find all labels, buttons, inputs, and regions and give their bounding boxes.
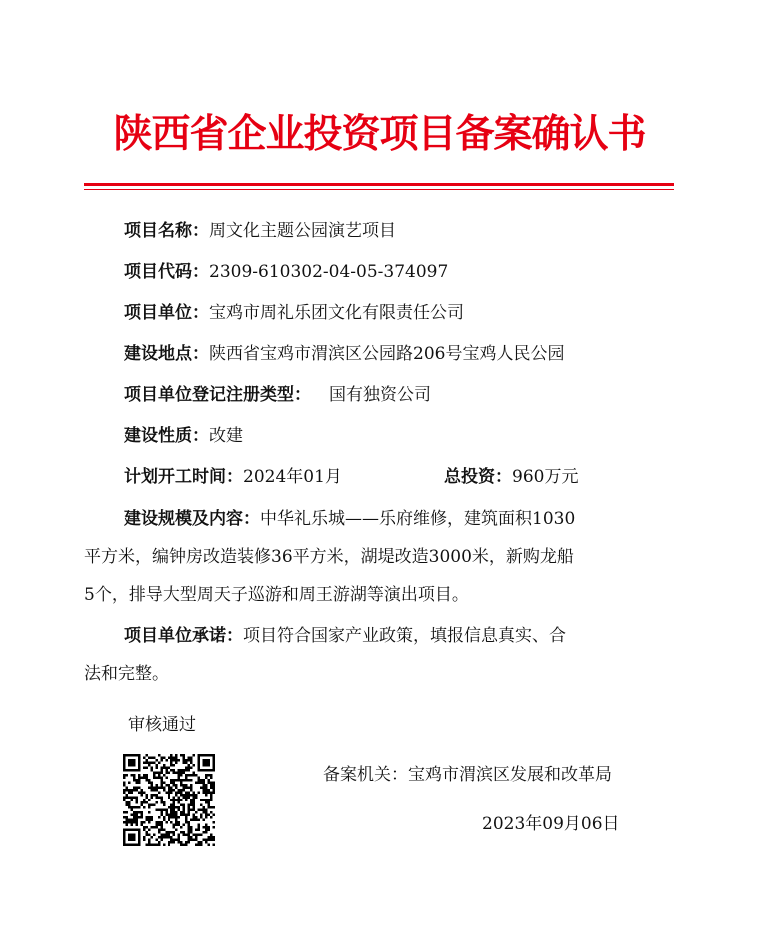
investment-row [444, 465, 578, 489]
review-status: 审核通过 [128, 715, 196, 735]
project-code-row [124, 260, 448, 284]
investment-value: 960万元 [512, 467, 579, 487]
location-row [124, 342, 564, 366]
start-time-label: 计划开工时间： [124, 467, 243, 487]
project-name-value: 周文化主题公园演艺项目 [209, 221, 396, 241]
start-time-row [124, 465, 342, 489]
nature-label: 建设性质： [124, 426, 209, 446]
title-divider-thin [84, 189, 674, 190]
title-divider-thick [84, 183, 674, 186]
promise-line-1: 项目符合国家产业政策，填报信息真实、合 [243, 626, 566, 646]
location-label: 建设地点： [124, 344, 209, 364]
scale-label: 建设规模及内容： [124, 509, 260, 529]
project-name-row [124, 219, 396, 243]
reg-type-row [124, 383, 431, 407]
scale-line-2: 平方米，编钟房改造装修36平方米，湖堤改造3000米，新购龙船 [84, 547, 574, 567]
nature-value: 改建 [209, 426, 243, 446]
start-time-value: 2024年01月 [243, 467, 342, 487]
scale-line-3: 5个，排导大型周天子巡游和周王游湖等演出项目。 [84, 585, 469, 605]
project-unit-row [124, 301, 464, 325]
scale-paragraph [84, 500, 674, 614]
reg-type-label: 项目单位登记注册类型： [124, 385, 311, 405]
project-code-value: 2309-610302-04-05-374097 [209, 262, 449, 282]
project-unit-label: 项目单位： [124, 303, 209, 323]
qr-code-icon [123, 754, 215, 846]
filing-date: 2023年09月06日 [482, 814, 620, 834]
project-unit-value: 宝鸡市周礼乐团文化有限责任公司 [209, 303, 464, 323]
project-code-label: 项目代码： [124, 262, 209, 282]
investment-label: 总投资： [444, 467, 512, 487]
project-name-label: 项目名称： [124, 221, 209, 241]
promise-paragraph [84, 617, 674, 693]
document-title: 陕西省企业投资项目备案确认书 [113, 111, 646, 157]
scale-line-1: 中华礼乐城——乐府维修，建筑面积1030 [260, 509, 576, 529]
promise-line-2: 法和完整。 [84, 664, 169, 684]
promise-label: 项目单位承诺： [124, 626, 243, 646]
filing-authority: 备案机关：宝鸡市渭滨区发展和改革局 [323, 765, 612, 785]
nature-row [124, 424, 243, 448]
location-value: 陕西省宝鸡市渭滨区公园路206号宝鸡人民公园 [209, 344, 565, 364]
reg-type-value: 国有独资公司 [329, 385, 431, 405]
